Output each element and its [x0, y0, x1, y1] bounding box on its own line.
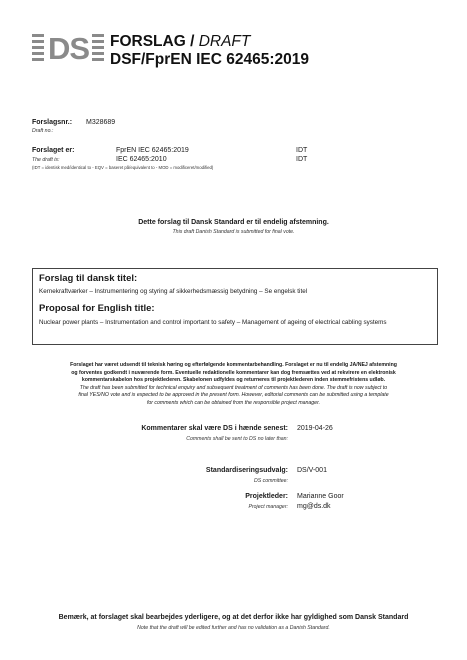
heading-bold: FORSLAG /: [110, 33, 199, 50]
heading-italic: DRAFT: [198, 33, 251, 50]
notice-da-line-1: Forslaget har været udsendt til teknisk høring og efterfølgende kommentarbehandling. Forslaget er nu til endelig JA/NEJ afstemning: [70, 362, 397, 368]
proposal-is-value-1: FprEN IEC 62465:2019: [116, 147, 189, 154]
proposal-no-value: M328689: [86, 119, 116, 126]
footer-da: Bemærk, at forslaget skal bearbejdes yderligere, og at det derfor ikke har gyldighed som Dansk Standard: [58, 614, 409, 621]
ds-logo: [32, 31, 104, 66]
notice-en-line-2: final YES/NO vote and is expected to be approved in the present form. However, editorial comments can be submitted using a template: [78, 392, 389, 399]
proposal-is-sub: The draft is:: [32, 157, 60, 163]
manager-label: Projektleder:: [245, 493, 288, 500]
logo-text: DS: [48, 31, 90, 66]
deadline-sub: Comments shall be sent to DS no later than:: [186, 436, 288, 442]
deadline-value: 2019-04-26: [297, 425, 333, 432]
final-vote-en: This draft Danish Standard is submitted for final vote.: [172, 229, 295, 235]
proposal-is-code-1: IDT: [296, 147, 308, 154]
committee-label: Standardiseringsudvalg:: [205, 467, 288, 474]
danish-title-heading: Forslag til dansk titel:: [39, 273, 138, 284]
notice-en-line-1: The draft has been submitted for technical enquiry and subsequent treatment of comments has been done. The draft is now subject to: [79, 384, 388, 391]
notice-da-line-2: og forventes godkendt i nuværende form. Eventuelle redaktionelle kommentarer kan dog fremsættes ved at rekvirere en elektronisk: [71, 369, 396, 376]
logo-stripes-left: [32, 34, 44, 64]
manager-name: Marianne Goor: [297, 493, 344, 500]
notice-da-line-3: kommentarskabelon hos projektlederen. Skabelonen udfyldes og returneres til projektlederen inden stemmefristens udløb.: [81, 377, 386, 384]
draft-heading: [110, 33, 250, 51]
manager-sub: Project manager:: [248, 504, 288, 510]
committee-value: DS/V-001: [297, 467, 327, 474]
proposal-is-value-2: IEC 62465:2010: [116, 156, 167, 163]
final-vote-da: Dette forslag til Dansk Standard er til endelig afstemning.: [138, 219, 329, 226]
proposal-is-label: Forslaget er:: [32, 147, 75, 154]
notice-en-line-3: for comments which can be obtained from the responsible project manager.: [146, 399, 321, 406]
english-title: Nuclear power plants – Instrumentation and control important to safety – Management of ageing of electrical cabling systems: [39, 319, 387, 326]
logo-stripes-right: [92, 34, 104, 64]
standard-number: DSF/FprEN IEC 62465:2019: [110, 51, 310, 68]
english-title-heading: Proposal for English title:: [39, 303, 155, 314]
committee-sub: DS committee:: [253, 478, 288, 484]
title-box: [32, 268, 438, 345]
proposal-is-code-2: IDT: [296, 156, 308, 163]
deadline-label: Kommentarer skal være DS i hænde senest:: [141, 425, 288, 432]
manager-email: mg@ds.dk: [297, 503, 331, 510]
notice: [20, 362, 447, 408]
proposal-no-label: Forslagsnr.:: [32, 119, 73, 126]
footer-en: Note that the draft will be edited further and has no validation as a Danish Standard.: [137, 625, 330, 631]
danish-title: Kernekraftværker – Instrumentering og styring af sikkerhedsmæssig betydning – Se engelsk titel: [39, 288, 308, 295]
equivalence-legend: (IDT = identisk med/identical to - EQV = baseret på/equivalent to - MOD = modificeret/modified): [32, 165, 214, 170]
proposal-no-sub: Draft no.:: [32, 128, 54, 134]
